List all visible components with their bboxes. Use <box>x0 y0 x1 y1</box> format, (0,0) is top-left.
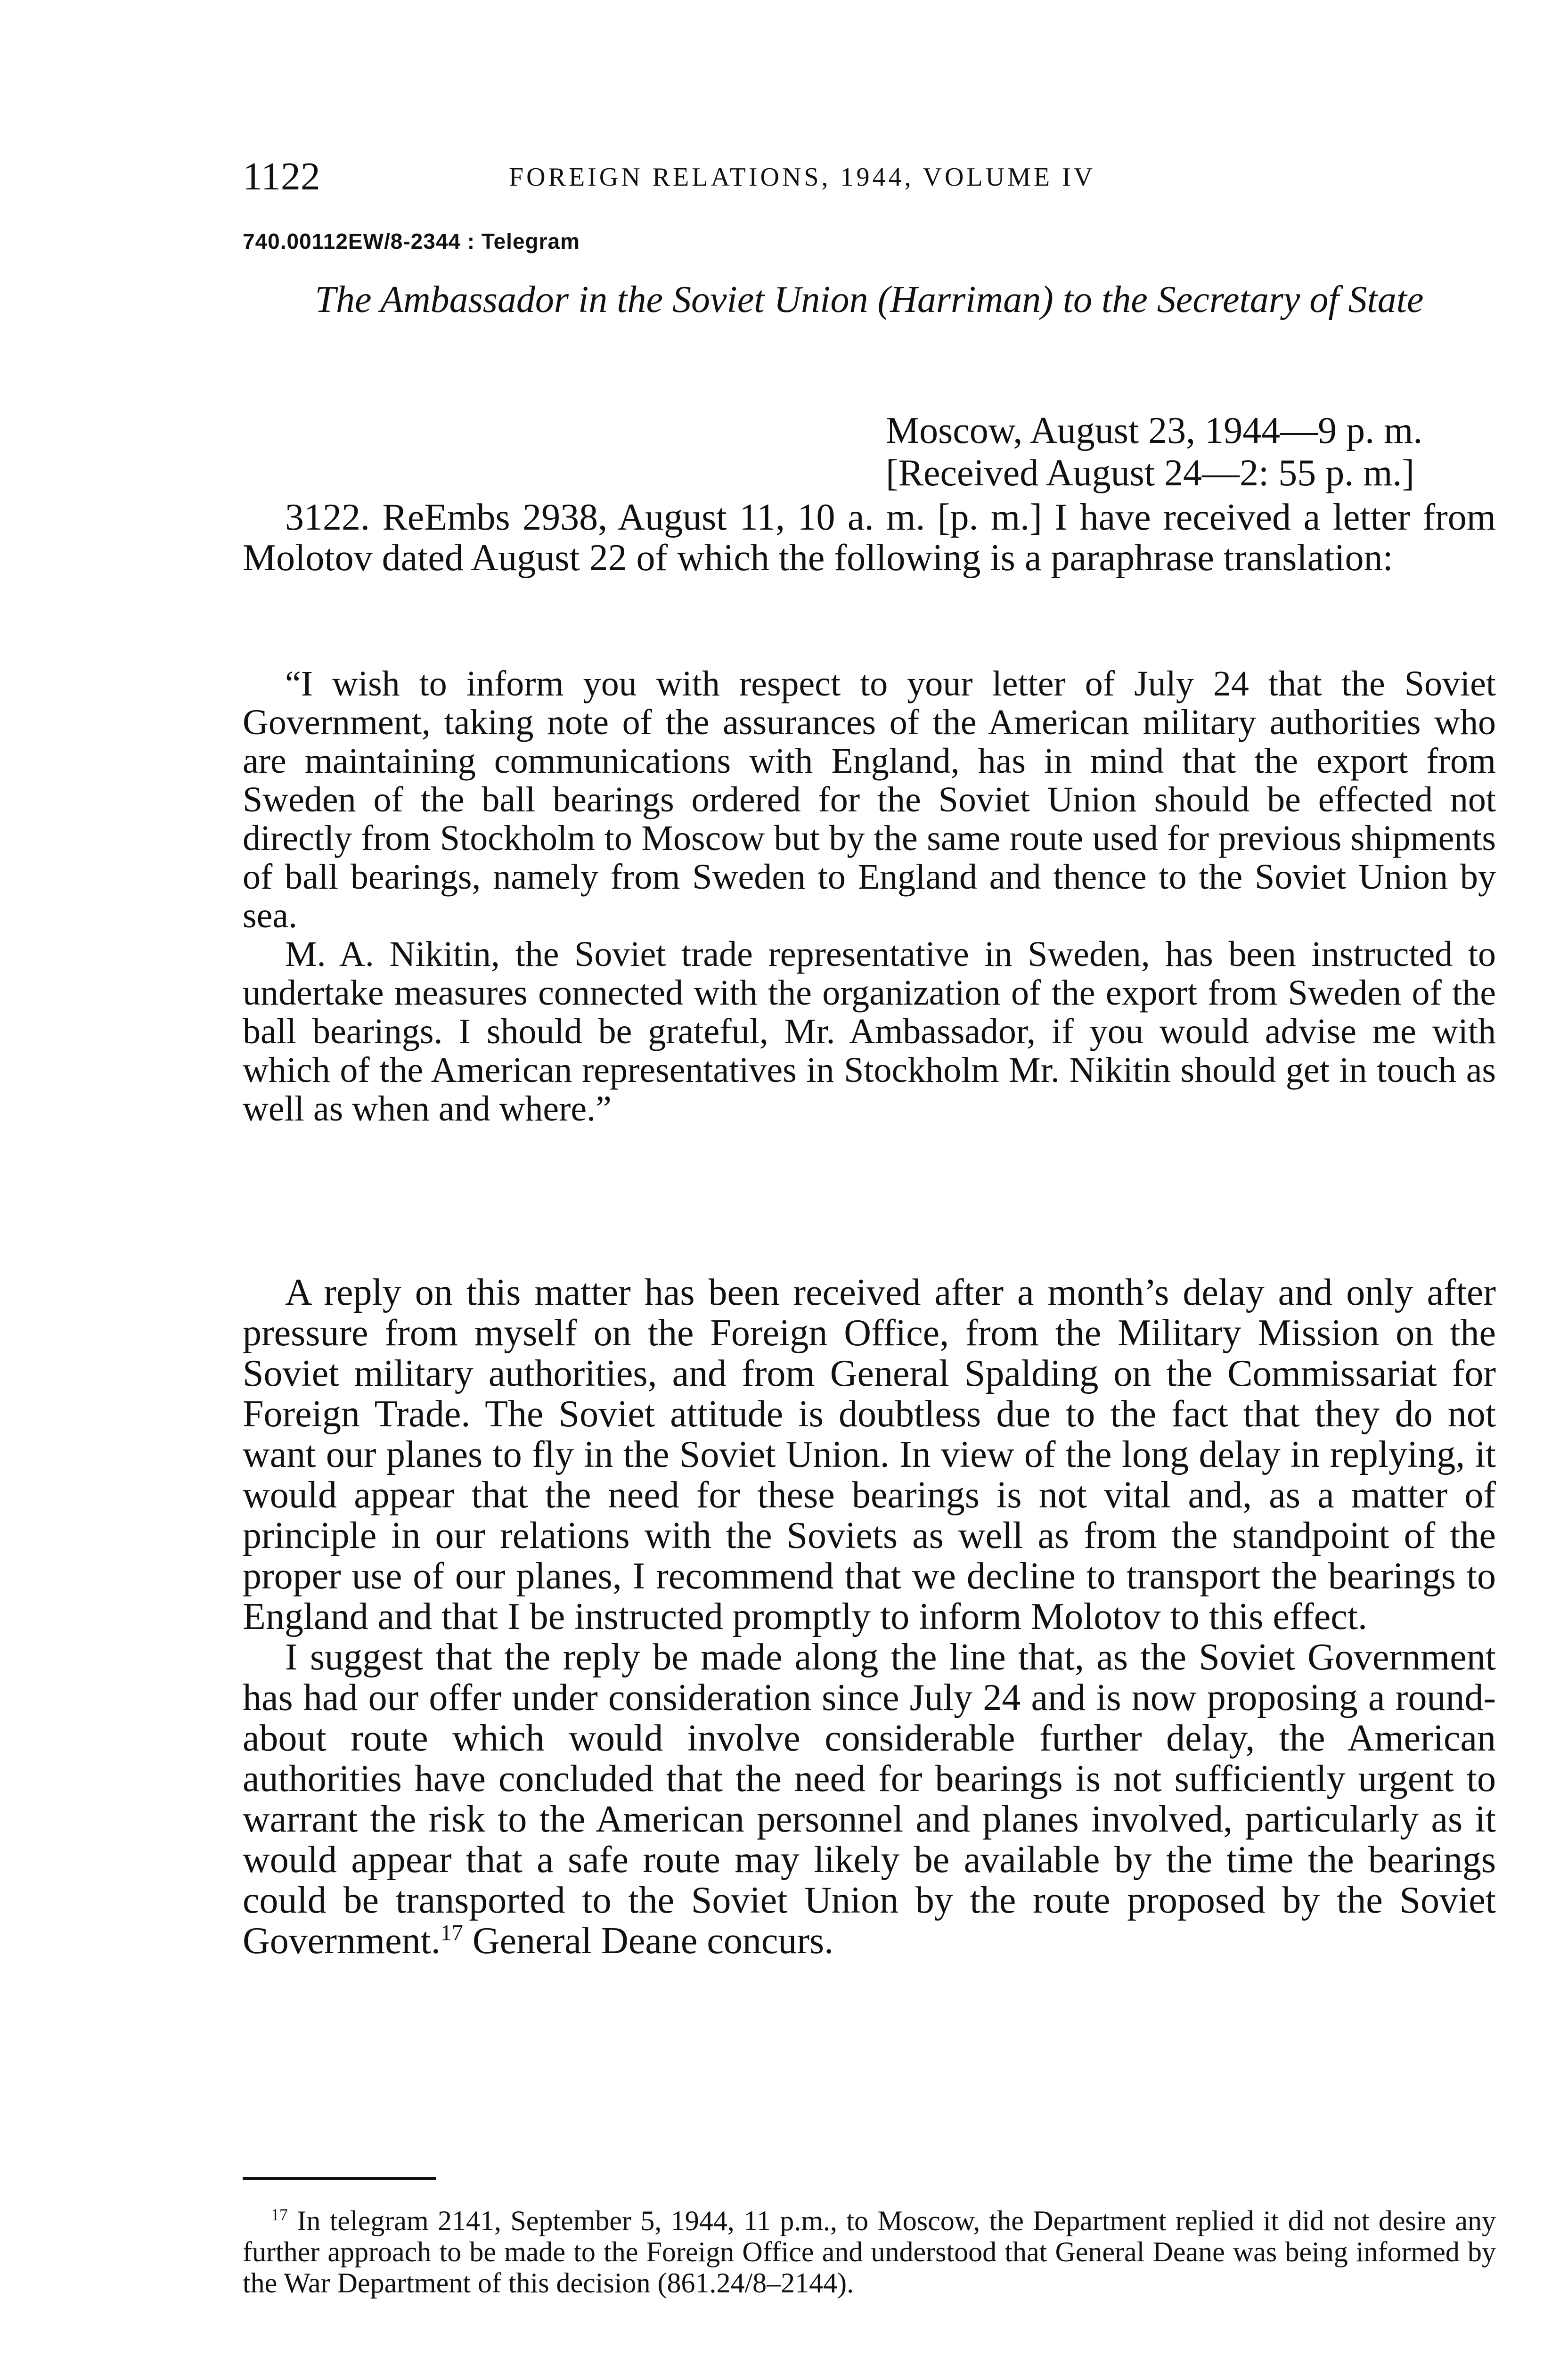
intro-paragraph <box>243 497 1496 578</box>
body-paragraph-1: A reply on this matter has been received after a month’s delay and only after pressure from myself on the Foreign Office, from the Military Mission on the Soviet military authorities, and from General Spalding on the Commissariat for Foreign Trade. The Soviet attitude is doubtless due to the fact that they do not want our planes to fly in the Soviet Union. In view of the long delay in replying, it would appear that the need for these bearings is not vital and, as a matter of principle in our relations with the Soviets as well as from the standpoint of the proper use of our planes, I recommend that we decline to transport the bearings to England and that I be instructed promptly to inform Molotov to this effect. <box>243 1272 1496 1637</box>
footnote <box>243 2205 1496 2299</box>
footnote-marker: 17 <box>271 2205 288 2224</box>
telegram-number: 3122. <box>285 497 370 538</box>
document-heading: The Ambassador in the Soviet Union (Harriman) to the Secretary of State <box>315 279 1424 320</box>
dateline-received: [Received August 24—2: 55 p. m.] <box>886 452 1415 494</box>
quoted-letter <box>243 664 1496 1128</box>
quote-paragraph-2: M. A. Nikitin, the Soviet trade representative in Sweden, has been instructed to undertake measures connected with the organization of the export from Sweden of the ball bearings. I should be grateful, Mr. Ambassador, if you would advise me with which of the American representatives in Stockholm Mr. Nikitin should get in touch as well as when and where.” <box>243 934 1496 1129</box>
footnote-text: In telegram 2141, September 5, 1944, 11 p.m., to Moscow, the Department replied it did not desire any further approach to be made to the Foreign Office and understood that General Deane was being informed by the War Department of this decision (861.24/8–2144). <box>243 2205 1496 2299</box>
running-title: FOREIGN RELATIONS, 1944, VOLUME IV <box>509 163 1096 192</box>
footnote-reference[interactable]: 17 <box>440 1920 463 1946</box>
running-head <box>243 151 1496 203</box>
body-text <box>243 1272 1496 1961</box>
footnote-divider <box>243 2177 436 2180</box>
page-number: 1122 <box>243 155 320 198</box>
dateline-sent: Moscow, August 23, 1944—9 p. m. <box>886 410 1423 451</box>
intro-text: ReEmbs 2938, August 11, 10 a. m. [p. m.] I have received a letter from Molotov dated August 22 of which the following is a paraphrase translation: <box>243 497 1496 579</box>
file-reference: 740.00112EW/8-2344 : Telegram <box>243 229 580 254</box>
body-paragraph-2-end: General Deane concurs. <box>463 1920 834 1962</box>
body-paragraph-2 <box>243 1637 1496 1961</box>
body-paragraph-2-text: I suggest that the reply be made along the line that, as the Soviet Government has had our offer under consideration since July 24 and is now proposing a round-about route which would involve considerable further delay, the American authorities have concluded that the need for bearings is not sufficiently urgent to warrant the risk to the American personnel and planes involved, particularly as it would appear that a safe route may likely be available by the time the bearings could be transported to the Soviet Union by the route proposed by the Soviet Government. <box>243 1636 1496 1962</box>
quote-paragraph-1: “I wish to inform you with respect to your letter of July 24 that the Soviet Government, taking note of the assurances of the American military authorities who are maintaining communications with England, has in mind that the export from Sweden of the ball bearings ordered for the Soviet Union should be effected not directly from Stockholm to Moscow but by the same route used for previous shipments of ball bearings, namely from Sweden to England and thence to the Soviet Union by sea. <box>243 664 1496 935</box>
